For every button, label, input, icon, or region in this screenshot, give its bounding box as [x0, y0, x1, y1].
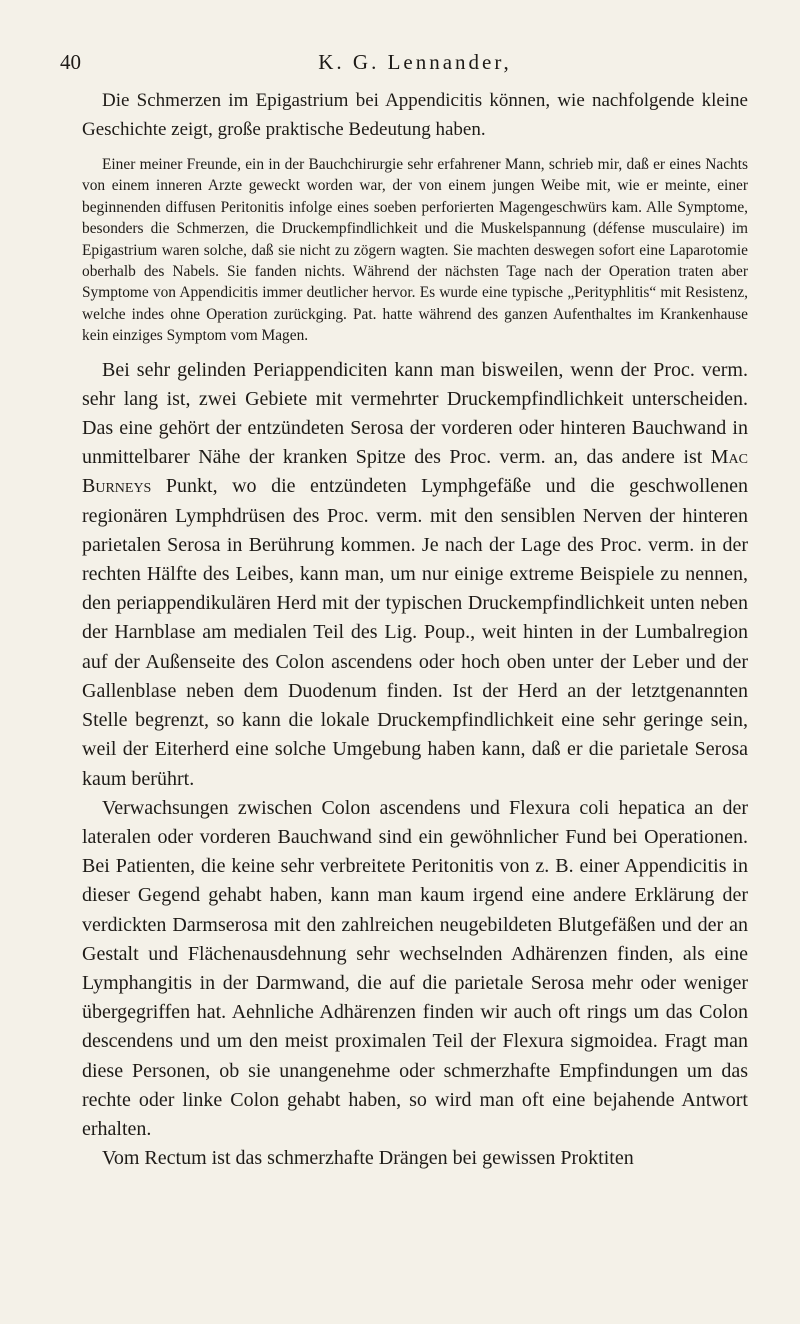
periappendicitis-text-after: Punkt, wo die entzündeten Lymphgefäße und die geschwollenen regionären Lymphdrüsen des Proc. verm. mit den sensiblen Nerven der hinteren parietalen Serosa in Berührung kommen. Je nach der Lage des Proc. verm. in der rechten Hälfte des Leibes, kann man, um nur einige extreme Beispiele zu nennen, den periappendikulären Herd mit der typischen Druckempfindlichkeit unten neben der Harnblase am medialen Teil des Lig. Poup., weit hinten in der Lumbalregion auf der Außenseite des Colon ascendens oder hoch oben unter der Leber und der Gallenblase neben dem Duodenum finden. Ist der Herd an der letztgenannten Stelle begrenzt, so kann die lokale Druckempfindlichkeit eine sehr geringe sein, weil der Eiterherd eine solche Umgebung haben kann, daß er die parietale Serosa kaum berührt.	[82, 475, 748, 790]
rectum-paragraph: Vom Rectum ist das schmerzhafte Drängen bei gewissen Proktiten	[102, 1147, 634, 1170]
running-head	[60, 42, 748, 76]
lead-paragraph: Die Schmerzen im Epigastrium bei Appendicitis können, wie nachfolgende kleine Geschichte zeigt, große praktische Bedeutung haben.	[82, 90, 748, 140]
periappendicitis-paragraph	[82, 356, 748, 794]
adhesions-paragraph: Verwachsungen zwischen Colon ascendens und Flexura coli hepatica an der lateralen oder vorderen Bauchwand sind ein gewöhnlicher Fund bei Operationen. Bei Patienten, die keine sehr verbreitete Peritonitis von z. B. einer Appendicitis in dieser Gegend gehabt haben, kann man kaum irgend eine andere Erklärung der verdickten Darmserosa mit den zahlreichen neugebildeten Blutgefäßen und der an Gestalt und Flächenausdehnung sehr wechselnden Adhärenzen finden, als eine Lymphangitis in der Darmwand, die auf die parietale Serosa mehr oder weniger übergegriffen hat. Aehnliche Adhärenzen finden wir auch oft rings um das Colon descendens und um den meist proximalen Teil der Flexura sigmoidea. Fragt man diese Personen, ob sie unangenehme oder schmerzhafte Empfindungen um das rechte oder linke Colon gehabt haben, so wird man oft eine bejahende Antwort erhalten.	[82, 796, 748, 1140]
periappendicitis-text-before: Bei sehr gelinden Periappendiciten kann man bisweilen, wenn der Proc. verm. sehr lang ist, zwei Gebiete mit vermehrter Druckempfindlichkeit unterscheiden. Das eine gehört der entzündeten Serosa der vorderen oder hinteren Bauchwand in unmittelbarer Nähe der kranken Spitze des Proc. verm. an, das andere ist	[82, 358, 748, 469]
case-report-paragraph: Einer meiner Freunde, ein in der Bauchchirurgie sehr erfahrener Mann, schrieb mir, daß er eines Nachts von einem inneren Arzte geweckt worden war, der von einem jungen Weibe mit, wie er meinte, einer beginnenden diffusen Peritonitis infolge eines soeben perforierten Magengeschwürs kam. Alle Symptome, besonders die Schmerzen, die Druckempfindlichkeit und die Muskelspannung (défense musculaire) im Epigastrium waren solche, daß sie nicht zu zögern wagten. Sie machten deswegen sofort eine Laparotomie oberhalb des Nabels. Sie fanden nichts. Während der nächsten Tage nach der Operation traten aber Symptome von Appendicitis immer deutlicher hervor. Es wurde eine typische „Perityphlitis“ mit Resistenz, welche indes ohne Operation zurückging. Pat. hatte während des ganzen Aufenthaltes im Krankenhause kein einziges Symptom vom Magen.	[82, 156, 748, 345]
page-number: 40	[60, 50, 81, 74]
header-title: K. G. Lennander,	[318, 50, 512, 74]
author-name-mac-burney: Mac Burneys	[82, 446, 748, 498]
